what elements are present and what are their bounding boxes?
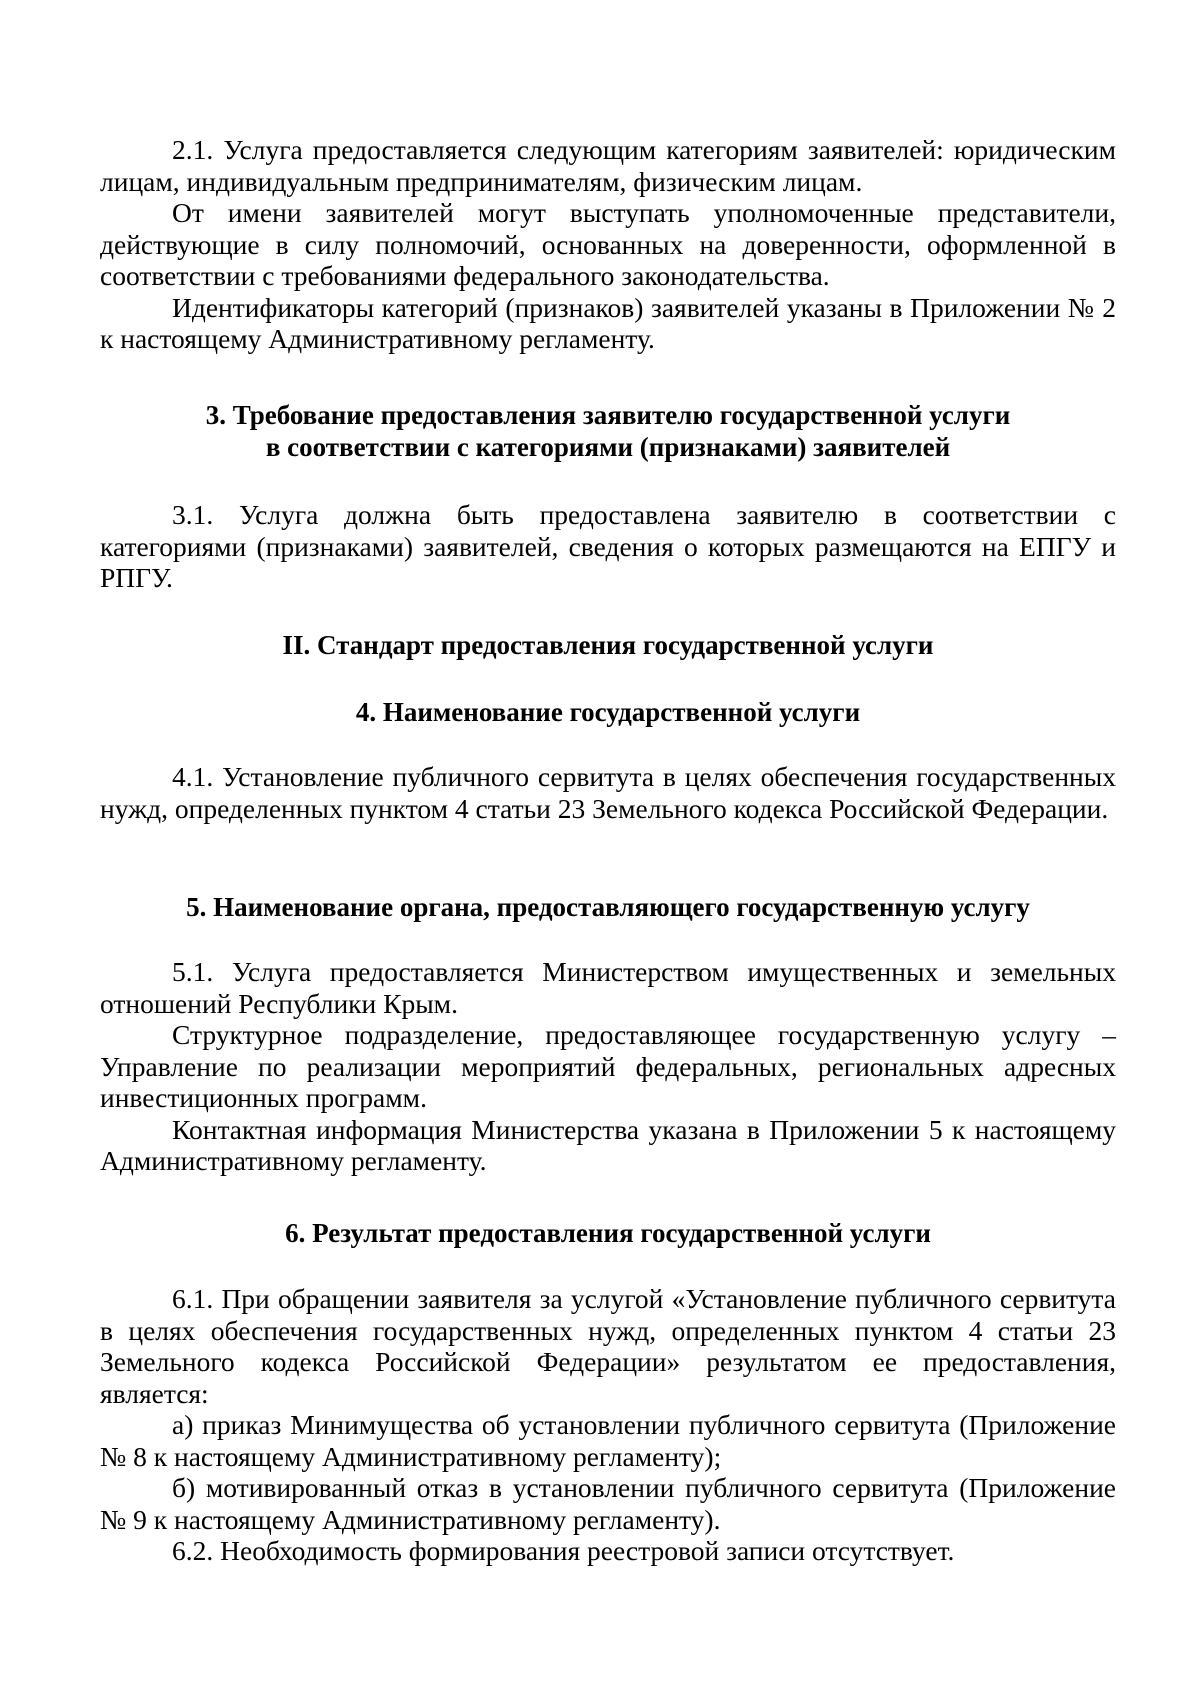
section-3-heading <box>100 399 1116 463</box>
part-2-heading: II. Стандарт предоставления государственной услуги <box>282 630 934 660</box>
paragraph-contact-info: Контактная информация Министерства указана в Приложении 5 к настоящему Административному регламенту. <box>100 1113 1116 1176</box>
paragraph-identifiers: Идентификаторы категорий (признаков) заявителей указаны в Приложении № 2 к настоящему Административному регламенту. <box>100 291 1116 354</box>
paragraph-2-1: 2.1. Услуга предоставляется следующим категориям заявителей: юридическим лицам, индивидуальным предпринимателям, физическим лицам. <box>100 134 1116 197</box>
section-4-heading: 4. Наименование государственной услуги <box>355 697 861 727</box>
section-3-body <box>100 499 1116 594</box>
paragraph-result-a: а) приказ Минимущества об установлении публичного сервитута (Приложение № 8 к настоящему Административному регламенту); <box>100 1409 1116 1472</box>
paragraph-5-1: 5.1. Услуга предоставляется Министерством имущественных и земельных отношений Республики Крым. <box>100 956 1116 1019</box>
paragraph-3-1: 3.1. Услуга должна быть предоставлена заявителю в соответствии с категориями (признаками) заявителей, сведения о которых размещаются на ЕПГУ и РПГУ. <box>100 499 1116 593</box>
paragraph-6-2: 6.2. Необходимость формирования реестровой записи отсутствует. <box>172 1535 955 1566</box>
section-5-heading: 5. Наименование органа, предоставляющего государственную услугу <box>186 892 1030 922</box>
section-6-body <box>100 1283 1116 1567</box>
paragraph-4-1: 4.1. Установление публичного сервитута в целях обеспечения государственных нужд, определенных пунктом 4 статьи 23 Земельного кодекса Российской Федерации. <box>100 761 1116 824</box>
paragraph-result-b: б) мотивированный отказ в установлении публичного сервитута (Приложение № 9 к настоящему Административному регламенту). <box>100 1472 1116 1535</box>
section-4-body <box>100 761 1116 824</box>
section-5-body <box>100 956 1116 1177</box>
paragraph-representatives: От имени заявителей могут выступать уполномоченные представители, действующие в силу полномочий, основанных на доверенности, оформленной в соответствии с требованиями федерального законодательства. <box>100 197 1116 291</box>
section-3-heading-line-1: 3. Требование предоставления заявителю государственной услуги <box>205 400 1011 430</box>
paragraph-6-1: 6.1. При обращении заявителя за услугой «Установление публичного сервитута в целях обеспечения государственных нужд, определенных пунктом 4 статьи 23 Земельного кодекса Российской Федерации» результатом ее предоставления, является: <box>100 1283 1116 1409</box>
paragraph-structural-unit: Структурное подразделение, предоставляющее государственную услугу – Управление по реализации мероприятий федеральных, региональных адресных инвестиционных программ. <box>100 1019 1116 1113</box>
section-3-heading-line-2: в соответствии с категориями (признаками) заявителей <box>265 432 951 462</box>
section-6-heading: 6. Результат предоставления государственной услуги <box>285 1218 931 1248</box>
section-2-body <box>100 134 1116 355</box>
